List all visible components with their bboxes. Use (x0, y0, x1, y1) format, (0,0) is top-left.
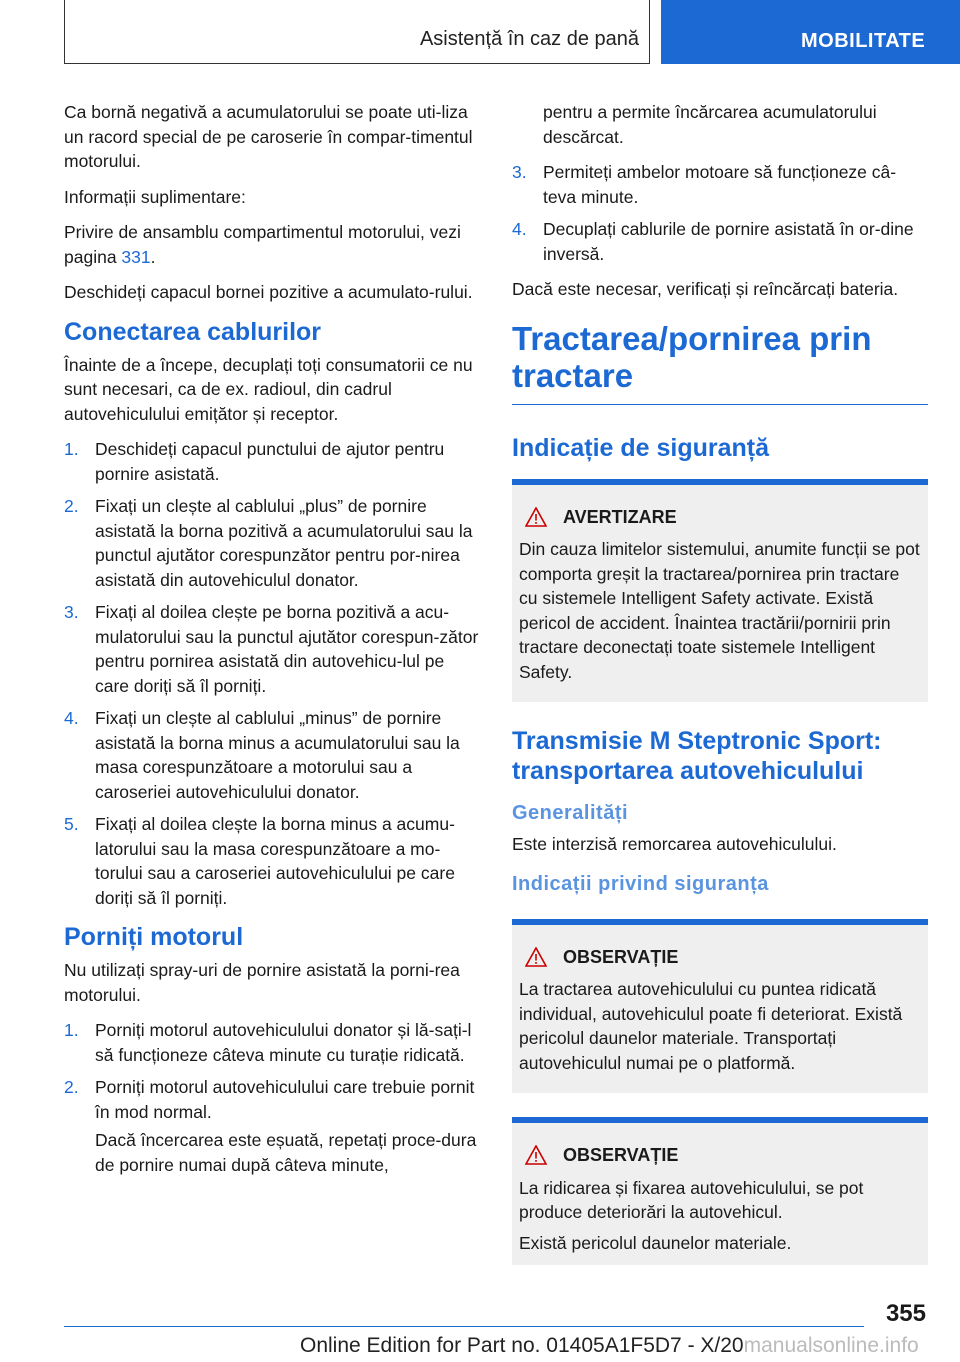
paragraph: Informații suplimentare: (64, 186, 246, 207)
paragraph: Ca bornă negativă a acumulatorului se poate uti-liza un racord special de pe caroserie în compar-timentul motorului. (64, 102, 473, 171)
steps-list-start (64, 1018, 480, 1177)
heading-connect-cables: Conectarea cablurilor (64, 317, 322, 346)
steps-list-connect (64, 437, 480, 910)
step-number: 4. (64, 708, 79, 728)
warning-text: Din cauza limitelor sistemului, anumite funcții se pot comporta greșit la tractarea/pornirea prin tractare cu sistemele Intelligent Safety activate. Există pericol de accident. Înaintea tractării/pornirii prin tractare deconectați toate sistemele Intelligent Safety. (519, 539, 920, 682)
step-extra-text: Dacă încercarea este eșuată, repetați proce-dura de pornire numai după câteva minute, (95, 1130, 477, 1175)
page-number: 355 (885, 1300, 926, 1327)
step-number: 2. (64, 1077, 79, 1097)
step-number: 1. (64, 439, 79, 459)
note-title-row (519, 1143, 921, 1168)
note-box (512, 1117, 928, 1265)
heading-towing: Tractarea/pornirea prin tractare (512, 320, 928, 405)
step-text: Deschideți capacul punctului de ajutor pentru pornire asistată. (95, 439, 445, 484)
paragraph-with-link (64, 220, 480, 269)
step-number: 4. (512, 219, 527, 239)
page-link[interactable]: 331 (121, 246, 151, 267)
caution-triangle-icon (525, 947, 547, 967)
note-text: La ridicarea și fixarea autovehiculului, se pot produce deteriorări la autovehicul. (519, 1177, 864, 1222)
header-section-box (64, 0, 650, 64)
footer-watermark: manualsonline.info (743, 1334, 919, 1357)
list-item (64, 600, 480, 698)
paragraph-end: . (150, 246, 156, 267)
step-number: 3. (64, 602, 79, 622)
continued-text: pentru a permite încărcarea acumulatorului descărcat. (543, 102, 877, 147)
warning-triangle-icon (525, 507, 547, 527)
footer-divider (64, 1326, 864, 1327)
note-title: OBSERVAȚIE (563, 946, 679, 967)
heading-transmission: Transmisie M Steptronic Sport: transportarea autovehiculului (512, 727, 882, 785)
caution-triangle-icon (525, 1145, 547, 1165)
footer-edition: Online Edition for Part no. 01405A1F5D7 - X/20 (300, 1334, 744, 1357)
header-chapter-title: MOBILITATE (801, 30, 926, 52)
list-item (64, 1018, 480, 1067)
steps-list-continued (512, 160, 928, 266)
heading-safety-note: Indicație de siguranță (512, 433, 770, 462)
note-text: La tractarea autovehiculului cu puntea ridicată individual, autovehiculul poate fi deteriorat. Există pericolul daunelor materiale. Transportați autovehiculul numai pe o platformă. (519, 979, 903, 1073)
paragraph-text: Privire de ansamblu compartimentul motorului, vezi pagina (64, 222, 461, 267)
note-title-row (519, 945, 921, 970)
left-column (64, 100, 480, 1188)
paragraph: Deschideți capacul bornei pozitive a acumulato-rului. (64, 282, 473, 302)
list-item (64, 812, 480, 910)
list-item (64, 1075, 480, 1177)
header-chapter-box (661, 0, 960, 64)
header-section-title: Asistență în caz de pană (419, 28, 639, 50)
heading-general: Generalități (512, 802, 629, 824)
step-number: 2. (64, 496, 79, 516)
note-text: Există pericolul daunelor materiale. (519, 1232, 792, 1253)
paragraph: Dacă este necesar, verificați și reîncărcați bateria. (512, 279, 899, 299)
warning-box (512, 479, 928, 703)
step-text: Decuplați cablurile de pornire asistată în or-dine inversă. (543, 219, 914, 264)
step-number: 5. (64, 814, 79, 834)
step-text: Fixați al doilea clește pe borna pozitivă a acu-mulatorului sau la punctul ajutător corespun-zător pentru pornirea asistată din autovehicu-lul pe care doriți să îl porniți. (95, 602, 479, 696)
paragraph: Nu utilizați spray-uri de pornire asistată la porni-rea motorului. (64, 960, 460, 1005)
list-item (64, 494, 480, 592)
step-text: Fixați un clește al cablului „minus” de pornire asistată la borna minus a acumulatorului sau la masa corespunzătoare a motorului sau a caroseriei autovehiculului donator. (95, 708, 460, 802)
step-number: 3. (512, 162, 527, 182)
list-item (512, 160, 928, 209)
warning-title: AVERTIZARE (563, 506, 677, 527)
step-text: Porniți motorul autovehiculului care trebuie pornit în mod normal. (95, 1077, 475, 1122)
heading-start-engine: Porniți motorul (64, 923, 244, 951)
warning-title-row (519, 505, 921, 530)
right-column (512, 100, 928, 1289)
list-item (64, 706, 480, 804)
step-number: 1. (64, 1020, 79, 1040)
list-item (64, 437, 480, 486)
list-item (512, 217, 928, 266)
step-text: Permiteți ambelor motoare să funcționeze câ-teva minute. (543, 162, 897, 207)
paragraph: Este interzisă remorcarea autovehiculului. (512, 834, 837, 854)
step-text: Fixați al doilea clește la borna minus a acumu-latorului sau la masa corespunzătoare a mo-torului sau a caroseriei autovehiculului pe care doriți să îl porniți. (95, 814, 455, 908)
heading-safety-notes: Indicații privind siguranța (512, 872, 769, 895)
footer-text-row (300, 1334, 919, 1358)
step-text: Porniți motorul autovehiculului donator și lă-sați-l să funcționeze câteva minute cu turație ridicată. (95, 1020, 472, 1065)
paragraph: Înainte de a începe, decuplați toți consumatorii ce nu sunt necesari, ca de ex. radioul, din cadrul autovehiculului emițător și receptor. (64, 354, 473, 424)
note-box (512, 919, 928, 1094)
step-text: Fixați un clește al cablului „plus” de pornire asistată la borna pozitivă a acumulatorului sau la punctul ajutător corespunzător pentru por-nirea asistată din autovehiculul donator. (95, 496, 473, 590)
note-title: OBSERVAȚIE (563, 1145, 679, 1165)
